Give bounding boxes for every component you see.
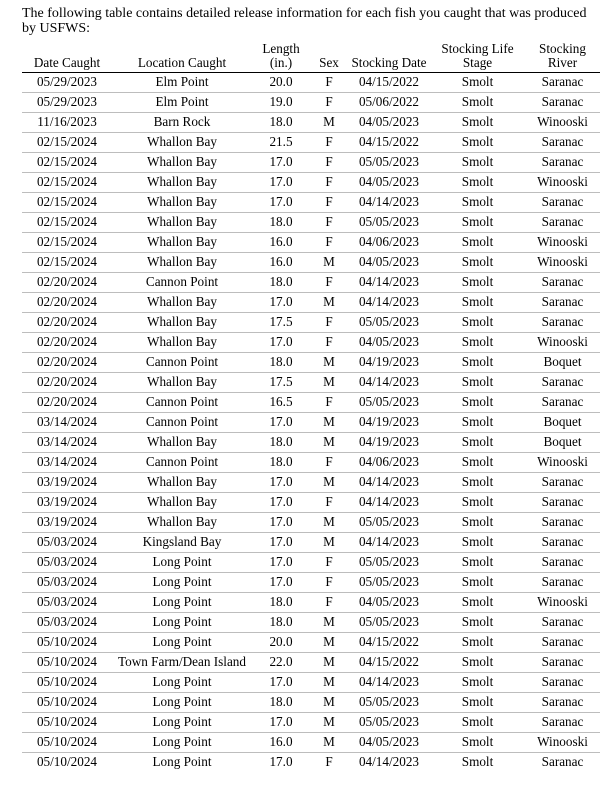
table-row	[22, 693, 600, 713]
cell-stocking-river: Saranac	[525, 93, 600, 113]
table-header-row	[22, 42, 600, 73]
cell-date-caught: 02/15/2024	[22, 213, 112, 233]
cell-sex: F	[310, 393, 348, 413]
cell-stocking-river: Saranac	[541, 754, 584, 769]
cell-stocking-life-stage: Smolt	[430, 653, 525, 673]
cell-stocking-date: 05/05/2023	[348, 513, 430, 533]
cell-location-caught: Whallon Bay	[112, 213, 252, 233]
cell-stocking-date: 04/05/2023	[348, 733, 430, 753]
cell-stocking-life-stage: Smolt	[430, 453, 525, 473]
cell-length: 18.0	[252, 433, 310, 453]
cell-date-caught: 11/16/2023	[22, 113, 112, 133]
cell-stocking-life-stage: Smolt	[430, 553, 525, 573]
table-row	[22, 653, 600, 673]
table-row	[22, 453, 600, 473]
cell-stocking-river: Saranac	[525, 553, 600, 573]
table-row	[22, 613, 600, 633]
cell-stocking-date: 05/05/2023	[348, 553, 430, 573]
cell-stocking-river: Saranac	[525, 73, 600, 93]
cell-date-caught: 02/15/2024	[22, 153, 112, 173]
cell-location-caught: Whallon Bay	[112, 133, 252, 153]
cell-stocking-life-stage: Smolt	[430, 713, 525, 733]
cell-stocking-life-stage: Smolt	[430, 273, 525, 293]
table-row	[22, 133, 600, 153]
cell-location-caught: Long Point	[112, 613, 252, 633]
cell-length: 17.0	[252, 293, 310, 313]
cell-date-caught: 05/10/2024	[22, 673, 112, 693]
cell-stocking-date: 04/05/2023	[348, 173, 430, 193]
header-sex: Sex	[310, 42, 348, 73]
table-row	[22, 513, 600, 533]
cell-stocking-life-stage: Smolt	[430, 593, 525, 613]
cell-stocking-date: 05/05/2023	[348, 313, 430, 333]
cell-location-caught: Long Point	[112, 633, 252, 653]
cell-stocking-river: Saranac	[525, 493, 600, 513]
cell-stocking-date: 04/14/2023	[358, 754, 420, 769]
cell-location-caught: Long Point	[152, 754, 212, 769]
cell-location-caught: Barn Rock	[112, 113, 252, 133]
cell-stocking-date: 04/14/2023	[348, 473, 430, 493]
cell-date-caught: 05/10/2024	[22, 653, 112, 673]
cell-stocking-date: 04/14/2023	[348, 533, 430, 553]
table-row	[22, 373, 600, 393]
cell-date-caught: 03/19/2024	[22, 513, 112, 533]
cell-sex: F	[310, 453, 348, 473]
cell-sex: F	[325, 754, 333, 769]
cell-date-caught: 05/10/2024	[22, 693, 112, 713]
cell-location-caught: Whallon Bay	[112, 233, 252, 253]
cell-date-caught: 02/15/2024	[22, 133, 112, 153]
cell-sex: M	[310, 293, 348, 313]
table-row	[22, 313, 600, 333]
cell-sex: F	[310, 133, 348, 153]
cell-date-caught: 03/14/2024	[22, 433, 112, 453]
cell-stocking-river: Winooski	[525, 733, 600, 753]
cell-date-caught: 02/15/2024	[22, 173, 112, 193]
cell-length: 17.0	[252, 153, 310, 173]
cell-stocking-river: Winooski	[525, 333, 600, 353]
cell-location-caught: Whallon Bay	[112, 493, 252, 513]
cell-stocking-date: 04/05/2023	[348, 113, 430, 133]
cell-length: 17.0	[252, 193, 310, 213]
cell-length: 17.5	[252, 373, 310, 393]
cell-location-caught: Cannon Point	[112, 453, 252, 473]
cell-date-caught: 05/29/2023	[22, 73, 112, 93]
cell-sex: M	[310, 513, 348, 533]
cell-location-caught: Whallon Bay	[112, 433, 252, 453]
header-length: Length (in.)	[252, 42, 310, 73]
cell-stocking-date: 05/05/2023	[348, 573, 430, 593]
cell-stocking-river: Saranac	[525, 693, 600, 713]
cell-stocking-life-stage: Smolt	[430, 433, 525, 453]
table-row	[22, 393, 600, 413]
cell-stocking-life-stage: Smolt	[430, 333, 525, 353]
cell-sex: M	[310, 633, 348, 653]
cell-stocking-life-stage: Smolt	[430, 373, 525, 393]
cell-length: 18.0	[252, 453, 310, 473]
cell-stocking-river: Winooski	[525, 113, 600, 133]
cell-stocking-river: Boquet	[525, 413, 600, 433]
cell-stocking-date: 05/05/2023	[348, 213, 430, 233]
cell-sex: M	[310, 673, 348, 693]
cell-stocking-life-stage: Smolt	[430, 613, 525, 633]
header-location-caught: Location Caught	[112, 42, 252, 73]
cell-date-caught: 03/19/2024	[22, 473, 112, 493]
cell-sex: F	[310, 93, 348, 113]
cell-stocking-life-stage: Smolt	[430, 473, 525, 493]
cell-length: 18.0	[252, 113, 310, 133]
cell-date-caught: 02/20/2024	[22, 293, 112, 313]
cell-stocking-river: Saranac	[525, 133, 600, 153]
cell-date-caught: 03/19/2024	[22, 493, 112, 513]
cell-sex: M	[310, 533, 348, 553]
cell-length: 22.0	[252, 653, 310, 673]
cell-length: 16.0	[252, 253, 310, 273]
cell-stocking-river: Saranac	[525, 713, 600, 733]
table-row	[22, 593, 600, 613]
cell-stocking-river: Saranac	[525, 153, 600, 173]
cell-stocking-life-stage: Smolt	[430, 733, 525, 753]
cell-length: 17.0	[252, 513, 310, 533]
cell-length: 16.0	[252, 233, 310, 253]
cell-stocking-river: Winooski	[525, 593, 600, 613]
cell-date-caught: 02/20/2024	[22, 333, 112, 353]
cell-stocking-date: 04/05/2023	[348, 253, 430, 273]
cell-stocking-river: Saranac	[525, 513, 600, 533]
cell-date-caught: 05/03/2024	[22, 573, 112, 593]
cell-sex: F	[310, 593, 348, 613]
intro-paragraph: The following table contains detailed release information for each fish you caught that was produced by USFWS:	[22, 6, 587, 36]
cell-location-caught: Long Point	[112, 693, 252, 713]
cell-stocking-river: Saranac	[525, 273, 600, 293]
cell-stocking-river: Saranac	[525, 473, 600, 493]
cell-date-caught: 05/10/2024	[22, 633, 112, 653]
cell-stocking-river: Saranac	[525, 673, 600, 693]
cell-stocking-life-stage: Smolt	[430, 113, 525, 133]
cell-sex: F	[310, 193, 348, 213]
cell-stocking-date: 05/06/2022	[348, 93, 430, 113]
cell-length: 17.5	[252, 313, 310, 333]
cell-stocking-date: 04/19/2023	[348, 353, 430, 373]
cell-length: 16.0	[252, 733, 310, 753]
cell-length: 18.0	[252, 213, 310, 233]
cell-location-caught: Town Farm/Dean Island	[112, 653, 252, 673]
table-row	[22, 93, 600, 113]
cell-length: 20.0	[252, 73, 310, 93]
cell-length: 16.5	[252, 393, 310, 413]
cell-date-caught: 05/03/2024	[22, 533, 112, 553]
cell-date-caught: 03/14/2024	[22, 453, 112, 473]
cell-stocking-river: Saranac	[525, 633, 600, 653]
table-row	[22, 493, 600, 513]
cell-stocking-life-stage: Smolt	[430, 413, 525, 433]
table-row	[22, 353, 600, 373]
table-row	[22, 333, 600, 353]
header-stocking-river: Stocking River	[525, 42, 600, 73]
cell-date-caught: 03/14/2024	[22, 413, 112, 433]
cell-stocking-river: Winooski	[525, 253, 600, 273]
table-row	[22, 293, 600, 313]
table-row	[22, 433, 600, 453]
cell-stocking-river: Saranac	[525, 213, 600, 233]
table-row	[22, 233, 600, 253]
cell-location-caught: Whallon Bay	[112, 293, 252, 313]
cell-stocking-life-stage: Smolt	[430, 693, 525, 713]
cell-stocking-life-stage: Smolt	[430, 673, 525, 693]
cell-stocking-life-stage: Smolt	[430, 513, 525, 533]
cell-sex: M	[310, 113, 348, 133]
cell-date-caught: 05/03/2024	[22, 593, 112, 613]
cell-stocking-river: Winooski	[525, 453, 600, 473]
cell-date-caught: 05/03/2024	[22, 613, 112, 633]
cell-date-caught: 05/29/2023	[22, 93, 112, 113]
cell-length: 21.5	[252, 133, 310, 153]
cell-stocking-date: 04/05/2023	[348, 593, 430, 613]
cell-stocking-date: 04/14/2023	[348, 193, 430, 213]
cell-sex: F	[310, 313, 348, 333]
cell-stocking-life-stage: Smolt	[430, 253, 525, 273]
cell-stocking-river: Saranac	[525, 393, 600, 413]
table-row	[22, 213, 600, 233]
cell-stocking-life-stage: Smolt	[461, 754, 494, 769]
table-row	[22, 713, 600, 733]
cell-location-caught: Long Point	[112, 553, 252, 573]
cell-sex: F	[310, 573, 348, 593]
cell-location-caught: Kingsland Bay	[112, 533, 252, 553]
cell-sex: F	[310, 73, 348, 93]
cell-stocking-date: 04/14/2023	[348, 673, 430, 693]
cell-sex: F	[310, 233, 348, 253]
release-info-table	[22, 42, 600, 772]
cell-sex: F	[310, 173, 348, 193]
cell-stocking-river: Winooski	[525, 173, 600, 193]
table-row	[22, 573, 600, 593]
cell-stocking-river: Saranac	[525, 533, 600, 553]
table-row	[22, 533, 600, 553]
table-row	[22, 253, 600, 273]
cell-date-caught: 05/10/2024	[22, 733, 112, 753]
cell-location-caught: Whallon Bay	[112, 173, 252, 193]
cell-sex: F	[310, 213, 348, 233]
cell-stocking-life-stage: Smolt	[430, 313, 525, 333]
table-row	[22, 113, 600, 133]
cell-stocking-river: Saranac	[525, 613, 600, 633]
cell-stocking-river: Saranac	[525, 373, 600, 393]
cell-date-caught: 02/15/2024	[22, 193, 112, 213]
cell-date-caught: 05/10/2024	[36, 754, 98, 769]
cell-length: 17.0	[252, 173, 310, 193]
cell-length: 17.0	[252, 713, 310, 733]
cell-location-caught: Cannon Point	[112, 413, 252, 433]
cell-stocking-date: 04/06/2023	[348, 233, 430, 253]
cell-stocking-date: 04/06/2023	[348, 453, 430, 473]
cell-sex: M	[310, 473, 348, 493]
cell-length: 17.0	[252, 573, 310, 593]
table-row	[22, 273, 600, 293]
cell-stocking-life-stage: Smolt	[430, 633, 525, 653]
cell-stocking-river: Winooski	[525, 233, 600, 253]
table-row	[22, 73, 600, 93]
cell-sex: M	[310, 353, 348, 373]
cell-sex: M	[310, 693, 348, 713]
table-row	[22, 553, 600, 573]
cell-length: 18.0	[252, 353, 310, 373]
cell-length: 18.0	[252, 613, 310, 633]
cell-location-caught: Long Point	[112, 573, 252, 593]
cell-date-caught: 02/20/2024	[22, 353, 112, 373]
table-row	[22, 193, 600, 213]
cell-stocking-life-stage: Smolt	[430, 393, 525, 413]
table-row	[22, 733, 600, 753]
table-row	[22, 753, 600, 773]
header-stocking-life-stage: Stocking Life Stage	[430, 42, 525, 73]
cell-stocking-life-stage: Smolt	[430, 573, 525, 593]
cell-stocking-life-stage: Smolt	[430, 293, 525, 313]
cell-sex: F	[310, 333, 348, 353]
cell-stocking-date: 05/05/2023	[348, 713, 430, 733]
cell-date-caught: 05/10/2024	[22, 713, 112, 733]
cell-stocking-date: 04/15/2022	[348, 653, 430, 673]
cell-sex: M	[310, 253, 348, 273]
cell-stocking-life-stage: Smolt	[430, 533, 525, 553]
cell-length: 18.0	[252, 593, 310, 613]
cell-stocking-date: 04/05/2023	[348, 333, 430, 353]
cell-stocking-life-stage: Smolt	[430, 133, 525, 153]
cell-location-caught: Cannon Point	[112, 393, 252, 413]
cell-sex: M	[310, 373, 348, 393]
cell-location-caught: Whallon Bay	[112, 193, 252, 213]
cell-stocking-date: 04/14/2023	[348, 273, 430, 293]
cell-stocking-river: Saranac	[525, 193, 600, 213]
cell-stocking-life-stage: Smolt	[430, 173, 525, 193]
cell-length: 18.0	[252, 273, 310, 293]
cell-location-caught: Long Point	[112, 673, 252, 693]
header-date-caught: Date Caught	[22, 42, 112, 73]
cell-location-caught: Whallon Bay	[112, 473, 252, 493]
table-row	[22, 633, 600, 653]
cell-sex: F	[310, 273, 348, 293]
table-row	[22, 173, 600, 193]
cell-stocking-river: Saranac	[525, 653, 600, 673]
cell-location-caught: Whallon Bay	[112, 373, 252, 393]
cell-location-caught: Whallon Bay	[112, 333, 252, 353]
cell-length: 19.0	[252, 93, 310, 113]
cell-length: 17.0	[252, 413, 310, 433]
cell-stocking-date: 05/05/2023	[348, 393, 430, 413]
cell-stocking-date: 04/15/2022	[348, 73, 430, 93]
cell-sex: M	[310, 733, 348, 753]
cell-stocking-date: 05/05/2023	[348, 613, 430, 633]
cell-date-caught: 05/03/2024	[22, 553, 112, 573]
cell-location-caught: Whallon Bay	[112, 253, 252, 273]
cell-date-caught: 02/20/2024	[22, 373, 112, 393]
cell-sex: F	[310, 553, 348, 573]
cell-length: 17.0	[252, 333, 310, 353]
cell-date-caught: 02/20/2024	[22, 313, 112, 333]
cell-stocking-river: Saranac	[525, 573, 600, 593]
cell-length: 17.0	[252, 673, 310, 693]
cell-location-caught: Long Point	[112, 593, 252, 613]
cell-stocking-life-stage: Smolt	[430, 93, 525, 113]
cell-sex: M	[310, 713, 348, 733]
cell-stocking-date: 04/19/2023	[348, 413, 430, 433]
cell-length: 17.0	[269, 754, 293, 769]
cell-length: 20.0	[252, 633, 310, 653]
cell-location-caught: Whallon Bay	[112, 313, 252, 333]
cell-stocking-date: 04/14/2023	[348, 373, 430, 393]
cell-stocking-life-stage: Smolt	[430, 73, 525, 93]
cell-stocking-river: Saranac	[525, 293, 600, 313]
cell-sex: F	[310, 493, 348, 513]
cell-sex: M	[310, 653, 348, 673]
cell-stocking-life-stage: Smolt	[430, 193, 525, 213]
cell-stocking-date: 04/19/2023	[348, 433, 430, 453]
cell-sex: F	[310, 153, 348, 173]
header-stocking-date: Stocking Date	[348, 42, 430, 73]
cell-stocking-date: 05/05/2023	[348, 153, 430, 173]
cell-location-caught: Long Point	[112, 713, 252, 733]
cell-stocking-life-stage: Smolt	[430, 493, 525, 513]
cell-length: 17.0	[252, 553, 310, 573]
cell-stocking-river: Boquet	[525, 433, 600, 453]
cell-stocking-river: Saranac	[525, 313, 600, 333]
cell-stocking-date: 04/15/2022	[348, 133, 430, 153]
cell-sex: M	[310, 613, 348, 633]
cell-length: 18.0	[252, 693, 310, 713]
cell-location-caught: Whallon Bay	[112, 153, 252, 173]
cell-length: 17.0	[252, 493, 310, 513]
cell-stocking-date: 04/15/2022	[348, 633, 430, 653]
cell-stocking-date: 04/14/2023	[348, 293, 430, 313]
table-body	[22, 73, 600, 773]
table-row	[22, 153, 600, 173]
cell-stocking-life-stage: Smolt	[430, 153, 525, 173]
cell-location-caught: Elm Point	[112, 93, 252, 113]
cell-stocking-date: 05/05/2023	[348, 693, 430, 713]
table-row	[22, 673, 600, 693]
cell-location-caught: Cannon Point	[112, 273, 252, 293]
cell-location-caught: Elm Point	[112, 73, 252, 93]
cell-location-caught: Long Point	[112, 733, 252, 753]
cell-date-caught: 02/20/2024	[22, 273, 112, 293]
cell-date-caught: 02/15/2024	[22, 253, 112, 273]
table-row	[22, 473, 600, 493]
cell-length: 17.0	[252, 473, 310, 493]
cell-stocking-date: 04/14/2023	[348, 493, 430, 513]
cell-stocking-river: Boquet	[525, 353, 600, 373]
cell-stocking-life-stage: Smolt	[430, 353, 525, 373]
cell-sex: M	[310, 413, 348, 433]
cell-stocking-life-stage: Smolt	[430, 213, 525, 233]
cell-location-caught: Cannon Point	[112, 353, 252, 373]
cell-location-caught: Whallon Bay	[112, 513, 252, 533]
table-row	[22, 413, 600, 433]
cell-stocking-life-stage: Smolt	[430, 233, 525, 253]
cell-date-caught: 02/15/2024	[22, 233, 112, 253]
cell-length: 17.0	[252, 533, 310, 553]
cell-date-caught: 02/20/2024	[22, 393, 112, 413]
cell-sex: M	[310, 433, 348, 453]
